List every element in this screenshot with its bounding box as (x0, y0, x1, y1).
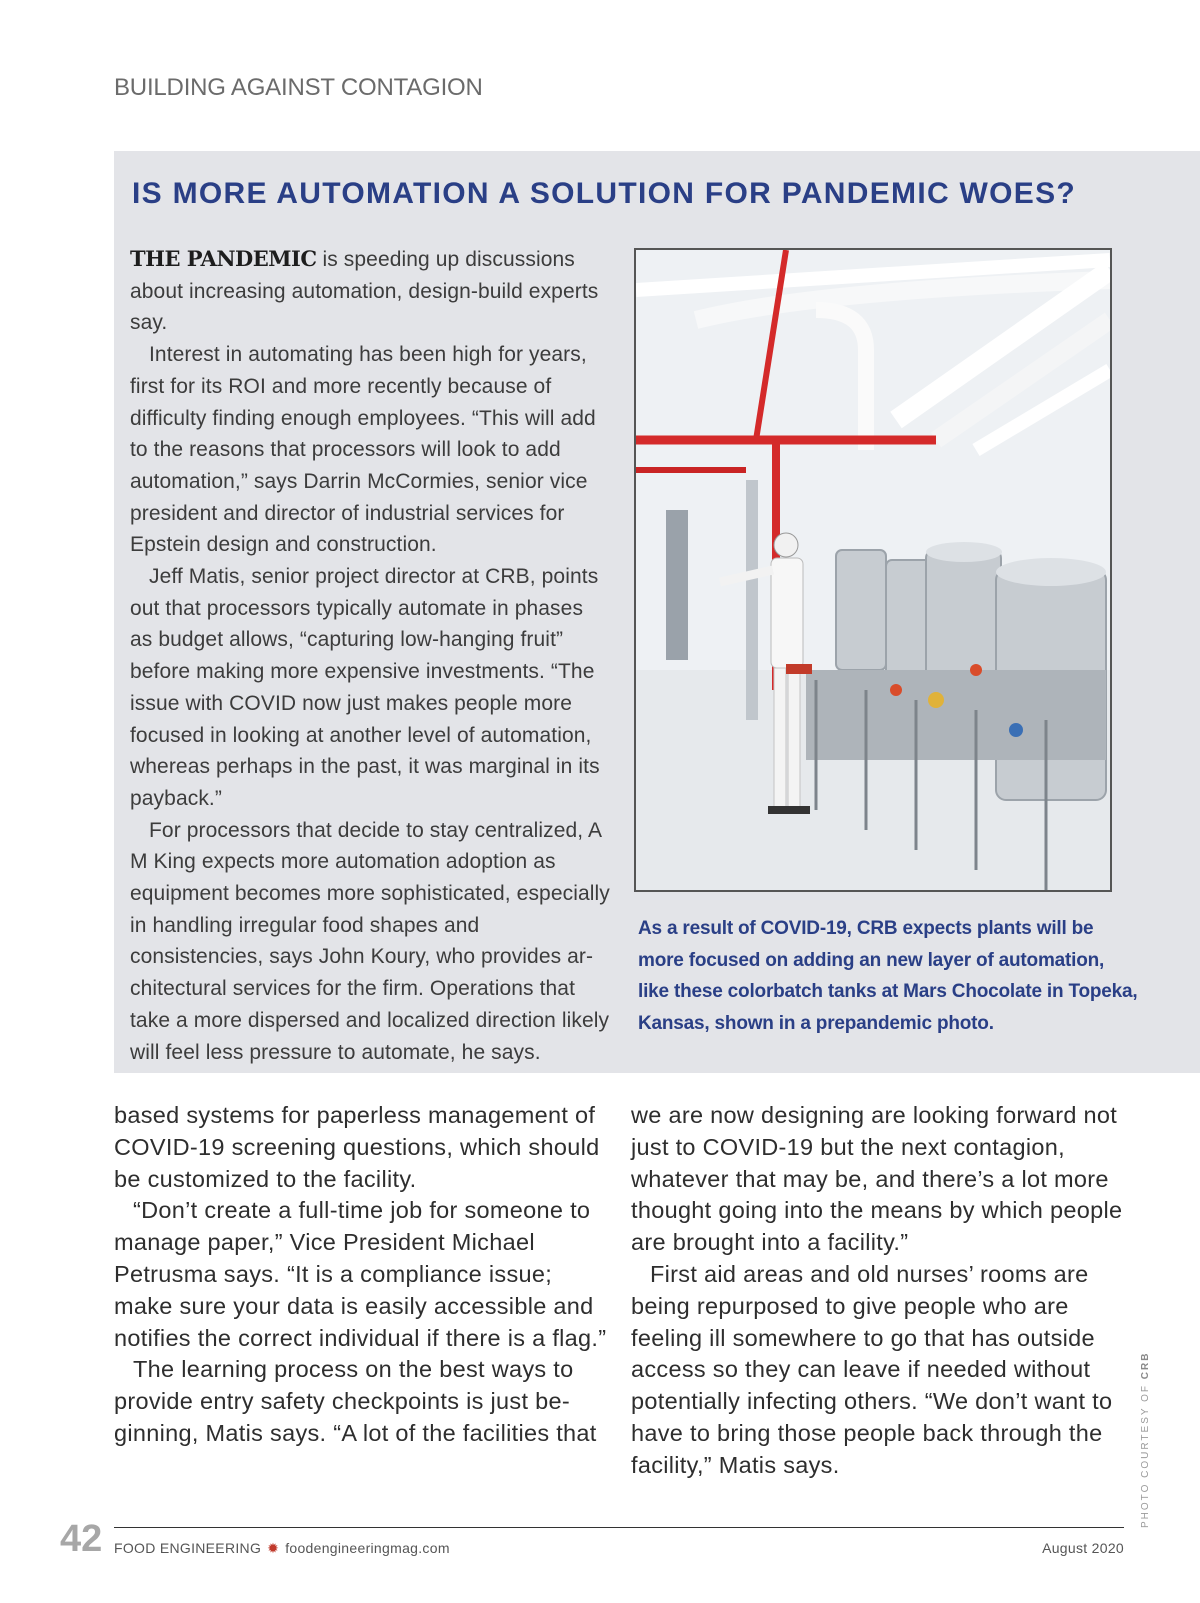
footer-publication (114, 1540, 450, 1557)
sidebar-paragraph: Jeff Matis, senior project director at CRB, points out that processors typically automate in phases as budget allows, “capturing low-hanging fruit” before making more expensive investments. “The issue with COVID now just makes people more focused in looking at another level of automation, whereas perhaps in the past, it was marginal in its payback.” (130, 565, 600, 810)
sidebar-paragraph: Interest in automating has been high for years, first for its ROI and more recently because of difficulty finding enough employees. “This will add to the reasons that processors will look to add automation,” says Darrin McCormies, senior vice president and director of industrial services for Epstein design and construction. (130, 343, 596, 557)
body-column-left (114, 1100, 611, 1450)
sidebar-paragraph-text: is speeding up discussions about increasing automation, design-build experts say. (130, 248, 599, 335)
photo-credit-name: CRB (1140, 1351, 1151, 1380)
gear-bullet-icon: ✹ (267, 1540, 280, 1556)
page-number: 42 (60, 1518, 103, 1560)
body-paragraph: we are now designing are looking forward not just to COVID-19 but the next contagion, whatever that may be, and there’s a lot more thought going into the means by which people are brought into a facility.” (631, 1102, 1123, 1256)
photo-credit (1140, 1352, 1151, 1528)
body-paragraph: “Don’t create a full-time job for someone to manage paper,” Vice President Michael Petrusma says. “It is a compliance issue; make sure your data is easily accessible and notifies the correct individual if there is a flag.” (114, 1197, 607, 1351)
photo-caption: As a result of COVID-19, CRB expects plants will be more focused on adding an new layer of automation, like these colorbatch tanks at Mars Chocolate in Topeka, Kansas, shown in a prepandemic photo. (638, 918, 1138, 1034)
publication-name: FOOD ENGINEERING (114, 1540, 262, 1556)
body-paragraph: based systems for paperless management of COVID-19 screening questions, which should be customized to the facility. (114, 1102, 600, 1192)
factory-photo (634, 248, 1112, 892)
photo-credit-prefix: PHOTO COURTESY OF (1140, 1379, 1151, 1528)
body-paragraph: First aid areas and old nurses’ rooms are being repurposed to give people who are feeling ill somewhere to go that has outside access so they can leave if needed without potentially infecting others. “We don’t want to have to bring those people back through the facility,” Matis says. (631, 1260, 1113, 1478)
body-column-right (631, 1100, 1128, 1482)
sidebar-paragraph: For processors that decide to stay centralized, A M King expects more automation adoption as equipment becomes more sophisticated, especially in handling irregular food shapes and consistencies, says John Koury, who provides architectural services for the firm. Operations that take a more dispersed and localized direction likely will feel less pressure to automate, he says. (130, 818, 610, 1064)
sidebar-box (114, 151, 1200, 1073)
website-url: foodengineeringmag.com (285, 1540, 450, 1556)
footer-divider (114, 1527, 1124, 1528)
sidebar-text (130, 243, 610, 1068)
sidebar-paragraph (130, 243, 610, 339)
factory-photo-illustration (636, 250, 1110, 890)
issue-date: August 2020 (1042, 1540, 1124, 1556)
sidebar-title: IS MORE AUTOMATION A SOLUTION FOR PANDEMIC WOES? (132, 177, 1077, 210)
body-paragraph: The learning process on the best ways to provide entry safety checkpoints is just beginning, Matis says. “A lot of the facilities that (114, 1356, 597, 1446)
lead-in: THE PANDEMIC (130, 246, 317, 271)
section-label: BUILDING AGAINST CONTAGION (114, 74, 483, 101)
